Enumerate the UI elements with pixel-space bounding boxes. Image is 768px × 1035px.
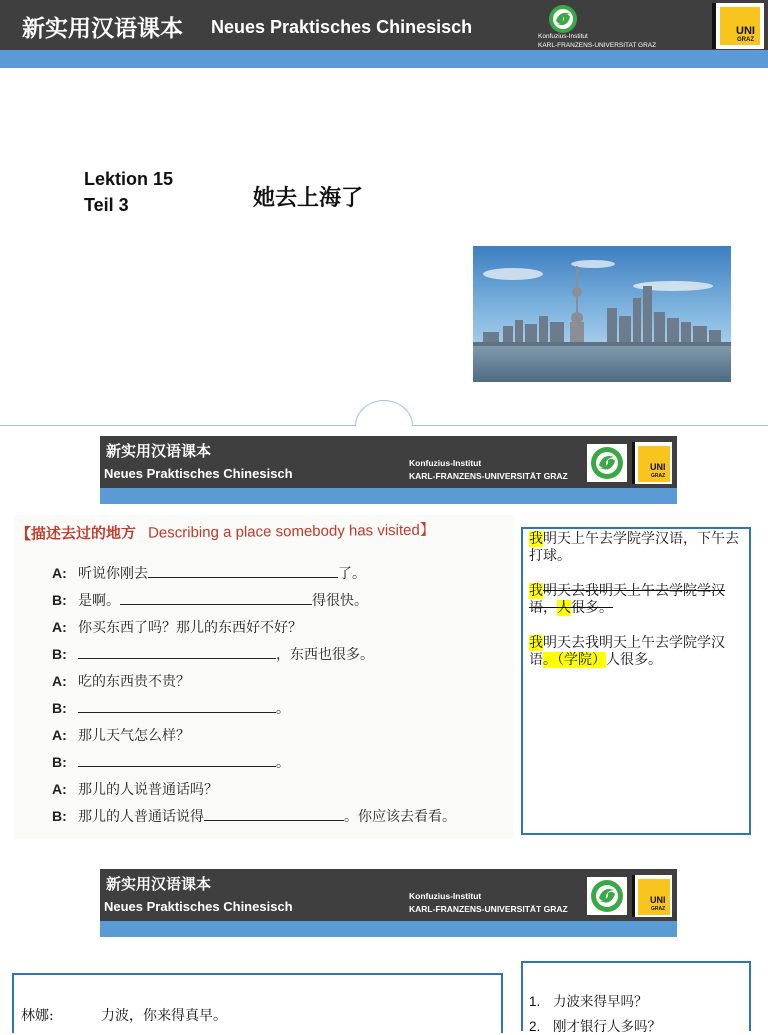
question-item: 1. 力波来得早吗？ bbox=[529, 994, 648, 1010]
uni-logo-subtext: GRAZ bbox=[737, 37, 754, 43]
exercise-line-8: B: 。 bbox=[52, 754, 290, 771]
uni-graz-logo bbox=[712, 3, 764, 49]
exercise-line-9: A: 那儿的人说普通话吗？ bbox=[52, 781, 218, 798]
uni-graz-logo bbox=[632, 442, 672, 484]
banner-institute: Konfuzius-Institut bbox=[409, 458, 482, 468]
confucius-institute-logo-icon bbox=[587, 877, 627, 915]
uni-graz-logo bbox=[632, 875, 672, 917]
lesson-part: Teil 3 bbox=[84, 195, 129, 215]
notes-box bbox=[521, 527, 751, 835]
exercise-line-10: B: 那儿的人普通话说得 。你应该去看看。 bbox=[52, 808, 456, 825]
exercise-heading bbox=[16, 519, 435, 544]
header-accent-strip bbox=[0, 50, 768, 68]
note-sentence-3: 我明天去我明天上午去学院学汉语。（学院）人很多。 bbox=[529, 635, 725, 668]
university-name: KARL-FRANZENS-UNIVERSITAT GRAZ bbox=[538, 42, 657, 49]
header-title-cn: 新实用汉语课本 bbox=[22, 16, 183, 42]
exercise-line-4: B: ，东西也很多。 bbox=[52, 646, 374, 663]
exercise-line-6: B: 。 bbox=[52, 700, 290, 717]
dialogue-speaker: 林娜: bbox=[21, 1008, 54, 1024]
dialogue-text: 力波，你来得真早。 bbox=[101, 1008, 227, 1024]
uni-logo-subtext: GRAZ bbox=[651, 473, 666, 479]
answer-blank[interactable] bbox=[148, 566, 338, 578]
shanghai-skyline-photo bbox=[473, 246, 731, 382]
confucius-institute-logo-icon bbox=[587, 444, 627, 482]
exercise-heading-cn: 【描述去过的地方 bbox=[15, 523, 137, 543]
header-title-de: Neues Praktisches Chinesisch bbox=[211, 17, 473, 37]
answer-blank[interactable] bbox=[78, 755, 276, 767]
banner-title-de: Neues Praktisches Chinesisch bbox=[104, 466, 293, 481]
banner-title-de: Neues Praktisches Chinesisch bbox=[104, 899, 293, 914]
exercise-line-7: A: 那儿天气怎么样？ bbox=[52, 727, 190, 744]
banner-university: KARL-FRANZENS-UNIVERSITÄT GRAZ bbox=[409, 471, 568, 481]
question-item: 2. 刚才银行人多吗？ bbox=[529, 1019, 661, 1035]
uni-logo-subtext: GRAZ bbox=[651, 906, 666, 912]
slide-banner-2 bbox=[100, 869, 677, 937]
exercise-line-5: A: 吃的东西贵不贵？ bbox=[52, 673, 190, 690]
confucius-institute-logo-icon bbox=[548, 4, 578, 34]
exercise-line-3: A: 你买东西了吗？那儿的东西好不好？ bbox=[52, 619, 302, 636]
lesson-info bbox=[84, 166, 173, 218]
dialogue-box bbox=[12, 973, 503, 1033]
banner-title-cn: 新实用汉语课本 bbox=[106, 442, 212, 460]
exercise-line-1: A: 听说你刚去 了。 bbox=[52, 565, 366, 582]
banner-university: KARL-FRANZENS-UNIVERSITÄT GRAZ bbox=[409, 904, 568, 914]
exercise-describing-place bbox=[14, 515, 514, 839]
banner-institute: Konfuzius-Institut bbox=[409, 891, 482, 901]
lesson-number: Lektion 15 bbox=[84, 169, 174, 189]
answer-blank[interactable] bbox=[78, 647, 276, 659]
note-sentence-1: 我明天上午去学院学汉语，下午去打球。 bbox=[529, 531, 739, 564]
lesson-title: 她去上海了 bbox=[253, 186, 364, 211]
exercise-line-2: B: 是啊。 得很快。 bbox=[52, 592, 368, 609]
answer-blank[interactable] bbox=[204, 809, 344, 821]
institute-name: Konfuzius-Institut bbox=[538, 33, 588, 40]
uni-logo-text: UNI bbox=[650, 895, 666, 905]
answer-blank[interactable] bbox=[78, 701, 276, 713]
banner-title-cn: 新实用汉语课本 bbox=[106, 875, 212, 893]
uni-logo-text: UNI bbox=[650, 462, 666, 472]
slide-banner-1 bbox=[100, 436, 677, 504]
questions-box bbox=[521, 961, 751, 1035]
uni-logo-text: UNI bbox=[736, 25, 755, 37]
answer-blank[interactable] bbox=[120, 593, 312, 605]
header-bar bbox=[0, 0, 768, 50]
exercise-heading-en: Describing a place somebody has visited】 bbox=[147, 521, 435, 542]
note-sentence-2: 我明天去我明天上午去学院学汉语，人很多。 bbox=[529, 583, 725, 616]
